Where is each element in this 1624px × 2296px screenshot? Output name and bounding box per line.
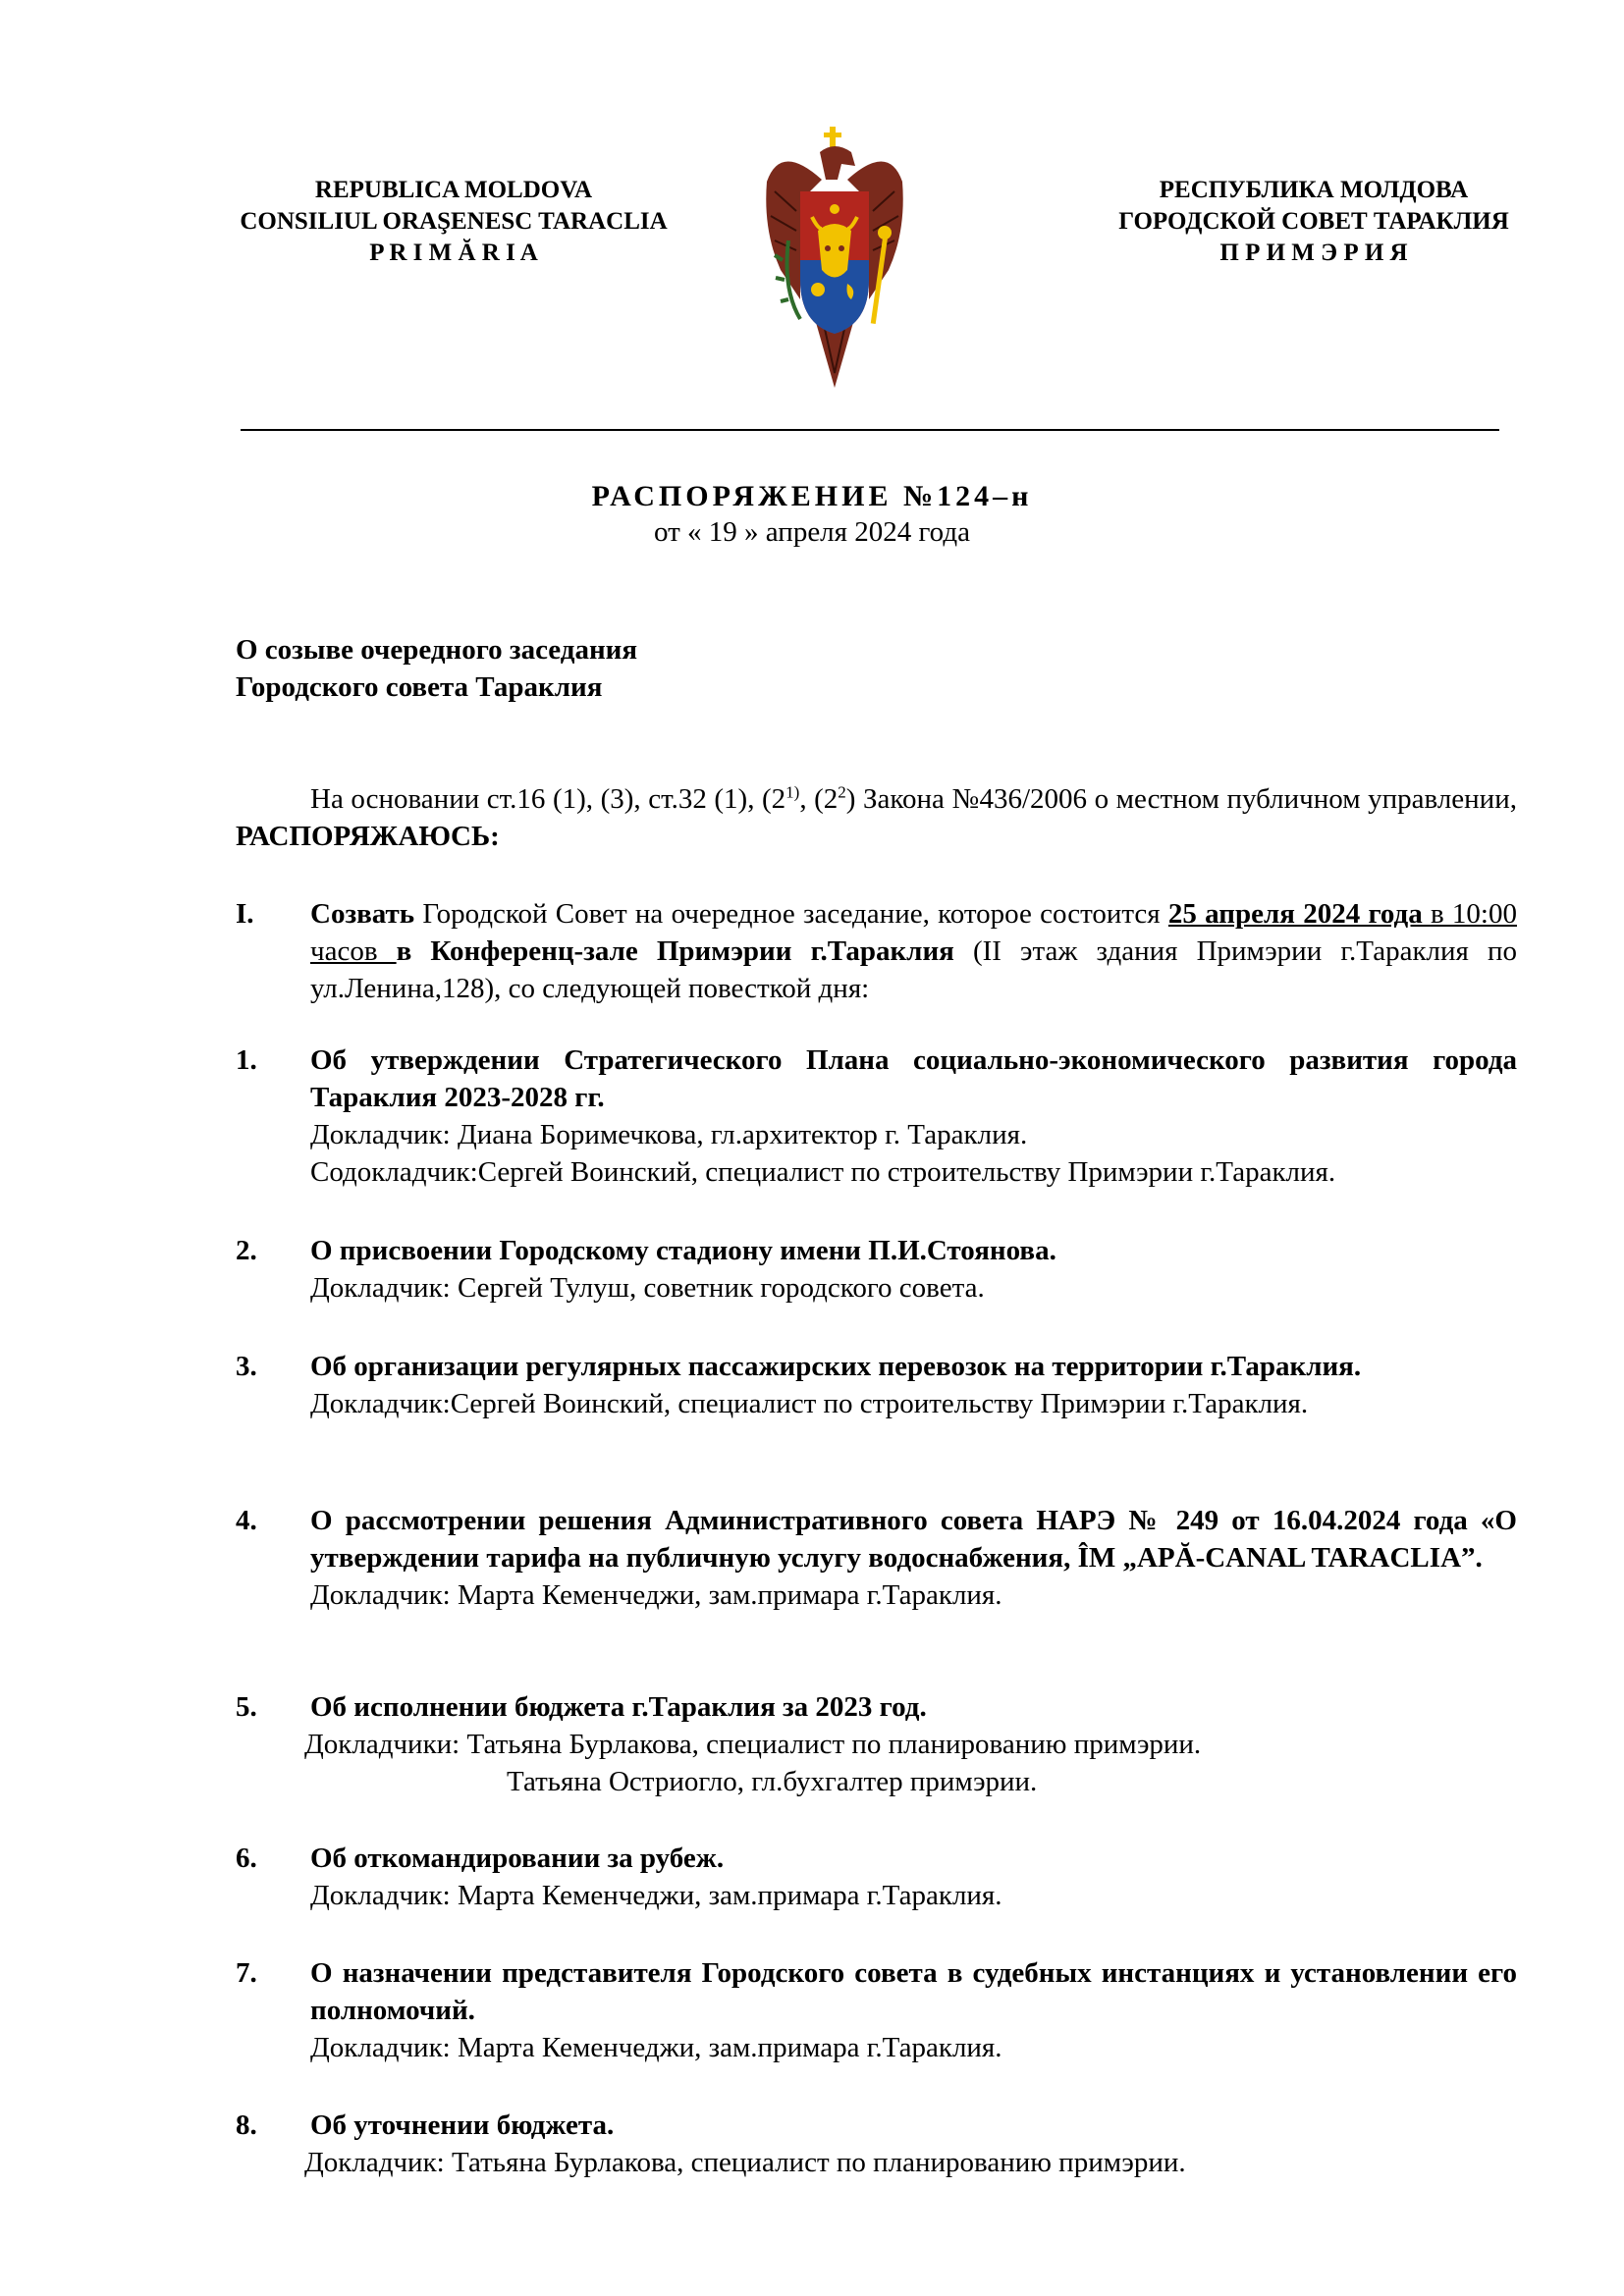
agenda-item-title: О назначении представителя Городского совета в судебных инстанциях и установлении его полномочий.	[310, 1957, 1517, 2026]
agenda-item-speaker: Докладчик: Татьяна Бурлакова, специалист по планированию примэрии.	[304, 2147, 1186, 2178]
header-left-line-2: CONSILIUL ORAŞENESC TARACLIA	[240, 208, 668, 235]
document-subject	[236, 631, 637, 706]
basis-sup-2: 2	[838, 782, 846, 802]
agenda-item-title: Об уточнении бюджета.	[310, 2109, 615, 2141]
agenda-item	[236, 1502, 1517, 1614]
coat-of-arms-icon	[761, 123, 908, 398]
agenda-item-title: Об утверждении Стратегического Плана социально-экономического развития города Тараклия 2023-2028 гг.	[310, 1044, 1517, 1113]
agenda-item-number: 5.	[236, 1691, 257, 1723]
agenda-item	[236, 1688, 1517, 1800]
meeting-time: в 10:00 часов	[310, 898, 1517, 967]
header-right	[1068, 175, 1559, 269]
header-right-line-3: П Р И М Э Р И Я	[1219, 240, 1408, 266]
agenda-item-number: 2.	[236, 1235, 257, 1266]
agenda-item-speaker-2: Татьяна Остриогло, гл.бухгалтер примэрии.	[507, 1766, 1038, 1797]
agenda-item-number: 1.	[236, 1044, 257, 1076]
document-date: от « 19 » апреля 2024 года	[654, 516, 970, 548]
section-text-2: Городской Совет на очередное заседание, которое состоится	[414, 898, 1168, 930]
agenda-item-speaker: Докладчик: Диана Боримечкова, гл.архитектор г. Тараклия.	[310, 1119, 1028, 1150]
header-left-line-1: REPUBLICA MOLDOVA	[314, 177, 593, 203]
document-title: РАСПОРЯЖЕНИЕ №124–н	[591, 480, 1033, 512]
agenda-item	[236, 1954, 1517, 2066]
subject-line-1: О созыве очередного заседания	[236, 634, 638, 666]
agenda-item-speaker: Докладчик: Марта Кеменчеджи, зам.примара г.Тараклия.	[310, 1880, 1002, 1911]
basis-text-b: , (2	[799, 783, 839, 815]
agenda-item-number: 3.	[236, 1351, 257, 1382]
basis-text-a: На основании ст.16 (1), (3), ст.32 (1), (2	[310, 783, 786, 815]
agenda-item-number: 8.	[236, 2109, 257, 2141]
basis-sup-1: 1)	[785, 782, 800, 802]
agenda-item	[236, 1041, 1517, 1191]
agenda-item-number: 4.	[236, 1505, 257, 1536]
header-right-line-2: ГОРОДСКОЙ СОВЕТ ТАРАКЛИЯ	[1118, 208, 1509, 235]
header-divider	[241, 429, 1499, 431]
agenda-item-title: Об исполнении бюджета г.Тараклия за 2023 год.	[310, 1691, 927, 1723]
agenda-item-number: 6.	[236, 1842, 257, 1874]
agenda-item-speaker: Докладчик: Сергей Тулуш, советник городского совета.	[310, 1272, 985, 1304]
section-number: I.	[236, 898, 254, 930]
agenda-item-cospeaker: Содокладчик:Сергей Воинский, специалист по строительству Примэрии г.Тараклия.	[310, 1156, 1336, 1188]
agenda-item	[236, 2107, 1517, 2181]
agenda-item	[236, 1232, 1517, 1307]
header-right-line-1: РЕСПУБЛИКА МОЛДОВА	[1159, 177, 1469, 203]
agenda-item	[236, 1840, 1517, 1914]
agenda-item-title: О присвоении Городскому стадиону имени П.И.Стоянова.	[310, 1235, 1056, 1266]
header-left-line-3: P R I M Ă R I A	[369, 240, 538, 266]
basis-paragraph	[236, 780, 1517, 855]
section-I	[236, 895, 1517, 1007]
basis-text-c: ) Закона №436/2006 о местном публичном управлении,	[845, 783, 1517, 815]
subject-line-2: Городского совета Тараклия	[236, 671, 603, 703]
meeting-place: в Конференц-зале Примэрии г.Тараклия	[396, 935, 954, 967]
section-text	[310, 895, 1517, 1007]
agenda-item-number: 7.	[236, 1957, 257, 1989]
agenda-item-title: Об откомандировании за рубеж.	[310, 1842, 725, 1874]
agenda-item-speaker: Докладчик: Марта Кеменчеджи, зам.примара г.Тараклия.	[310, 2032, 1002, 2063]
section-convene: Созвать	[310, 898, 415, 930]
agenda-item	[236, 1348, 1517, 1422]
agenda-item-speaker: Докладчик: Марта Кеменчеджи, зам.примара г.Тараклия.	[310, 1579, 1002, 1611]
agenda-item-title: О рассмотрении решения Административного совета НАРЭ № 249 от 16.04.2024 года «О утверждении тарифа на публичную услугу водоснабжения, ÎM „APĂ-CANAL TARACLIA”.	[310, 1505, 1517, 1574]
agenda-item-speaker: Докладчик:Сергей Воинский, специалист по строительству Примэрии г.Тараклия.	[310, 1388, 1309, 1419]
header-left	[189, 175, 719, 269]
section-text-6: (II этаж здания Примэрии г.Тараклия по ул.Ленина,128), со следующей повесткой дня:	[310, 935, 1517, 1004]
agenda-item-title: Об организации регулярных пассажирских перевозок на территории г.Тараклия.	[310, 1351, 1362, 1382]
agenda-item-speaker: Докладчики: Татьяна Бурлакова, специалист по планированию примэрии.	[304, 1729, 1202, 1760]
basis-decree: РАСПОРЯЖАЮСЬ:	[236, 821, 500, 852]
meeting-date: 25 апреля 2024 года	[1167, 898, 1431, 930]
